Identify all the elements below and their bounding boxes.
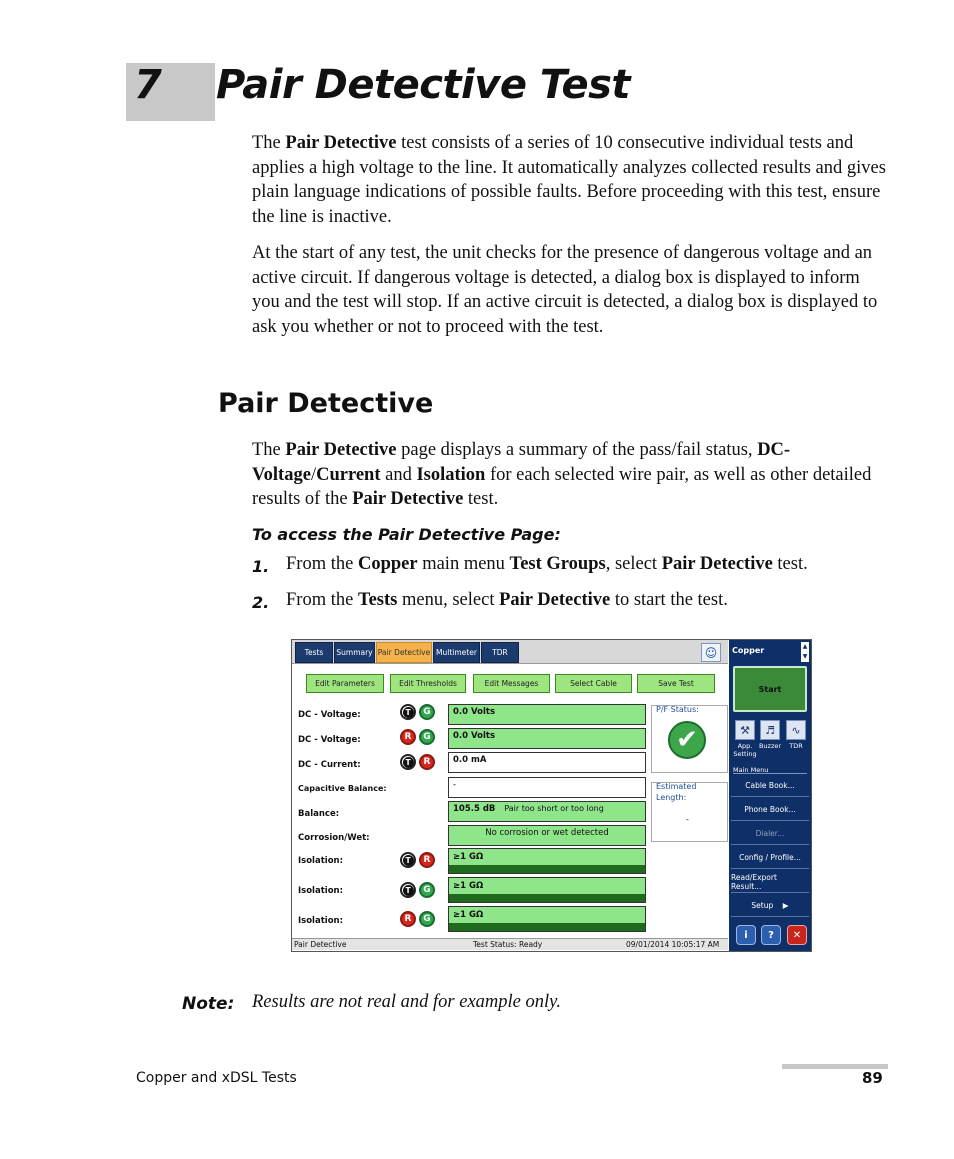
ring-icon: R: [400, 729, 416, 745]
info-icon[interactable]: i: [736, 925, 756, 945]
menu-config-profile[interactable]: Config / Profile...: [731, 847, 809, 869]
page-number: 89: [862, 1069, 883, 1087]
tab-multimeter[interactable]: Multimeter: [433, 642, 480, 663]
ground-icon: G: [419, 882, 435, 898]
isolation-tg-label: Isolation:: [298, 886, 343, 896]
side-panel: [729, 640, 811, 951]
menu-setup[interactable]: Setup ▶: [731, 895, 809, 917]
ground-icon: G: [419, 911, 435, 927]
dc-current-value: 0.0 mA: [448, 752, 646, 773]
step-2-number: 2.: [252, 593, 270, 612]
speaker-icon[interactable]: ♬: [760, 720, 780, 740]
section-paragraph: The Pair Detective page displays a summary of the pass/fail status, DC-Voltage/Current and Isolation for each selected wire pair, as well as other detailed results of the Pair Detective test.: [252, 440, 872, 510]
menu-read-export-result[interactable]: Read/Export Result...: [731, 871, 809, 893]
note-text: Results are not real and for example only.: [252, 992, 561, 1012]
close-icon[interactable]: ✕: [787, 925, 807, 945]
chapter-title: Pair Detective Test: [216, 62, 631, 108]
dc-voltage-rg-value: 0.0 Volts: [448, 728, 646, 749]
capacitive-balance-label: Capacitive Balance:: [298, 784, 387, 793]
pf-status-label: P/F Status:: [656, 705, 699, 714]
dc-voltage-rg-label: DC - Voltage:: [298, 735, 361, 745]
ring-icon: R: [419, 852, 435, 868]
status-timestamp: 09/01/2014 10:05:17 AM: [626, 940, 720, 949]
buzzer-label: Buzzer: [758, 742, 782, 750]
edit-thresholds-button[interactable]: Edit Thresholds: [390, 674, 466, 693]
app-setting-label: App. Setting: [733, 742, 757, 758]
edit-messages-button[interactable]: Edit Messages: [473, 674, 550, 693]
pass-check-icon: ✔: [668, 721, 706, 759]
tab-summary[interactable]: Summary: [334, 642, 375, 663]
dc-voltage-tg-value: 0.0 Volts: [448, 704, 646, 725]
tip-icon: T: [400, 754, 416, 770]
status-test: Test Status: Ready: [473, 940, 543, 949]
scroll-arrows-icon[interactable]: ▲ ▼: [802, 643, 808, 660]
step-2-text: From the Tests menu, select Pair Detective to start the test.: [286, 590, 728, 610]
isolation-rg-label: Isolation:: [298, 916, 343, 926]
edit-parameters-button[interactable]: Edit Parameters: [306, 674, 384, 693]
intro-paragraph-2: At the start of any test, the unit checks for the presence of dangerous voltage and an active circuit. If dangerous voltage is detected, a dialog box is displayed to inform you and the test will stop. If an active circuit is detected, a dialog box is displayed to ask you whether or not to proceed with the test.: [252, 243, 878, 337]
status-bar: [292, 938, 728, 950]
corrosion-wet-label: Corrosion/Wet:: [298, 833, 370, 843]
footer-title: Copper and xDSL Tests: [136, 1070, 297, 1086]
isolation-tr-value: ≥1 GΩ: [448, 848, 646, 874]
status-page: Pair Detective: [294, 940, 347, 949]
pair-detective-screenshot: [291, 639, 812, 952]
isolation-rg-value: ≥1 GΩ: [448, 906, 646, 932]
note-label: Note:: [182, 994, 235, 1014]
tip-icon: T: [400, 882, 416, 898]
chapter-number: 7: [134, 62, 162, 108]
balance-label: Balance:: [298, 809, 340, 819]
intro-paragraph-1: The Pair Detective test consists of a series of 10 consecutive individual tests and applies a high voltage to the line. It automatically analyzes collected results and gives plain language indications of possible faults. Before proceeding with this test, ensure the line is inactive.: [252, 133, 886, 227]
dc-current-label: DC - Current:: [298, 760, 361, 770]
save-test-button[interactable]: Save Test: [637, 674, 715, 693]
tdr-label: TDR: [789, 742, 803, 750]
ground-icon: G: [419, 729, 435, 745]
estimated-length-label: Estimated Length:: [656, 782, 697, 802]
balance-value: 105.5 dB Pair too short or too long: [448, 801, 646, 822]
procedure-title: To access the Pair Detective Page:: [252, 525, 561, 544]
section-heading: Pair Detective: [218, 388, 434, 419]
menu-cable-book[interactable]: Cable Book...: [731, 775, 809, 797]
ring-icon: R: [400, 911, 416, 927]
isolation-tg-value: ≥1 GΩ: [448, 877, 646, 903]
dc-voltage-tg-label: DC - Voltage:: [298, 710, 361, 720]
estimated-length-value: -: [686, 815, 689, 824]
step-1-text: From the Copper main menu Test Groups, select Pair Detective test.: [286, 554, 808, 574]
tab-pair-detective[interactable]: Pair Detective: [376, 642, 432, 663]
isolation-tr-label: Isolation:: [298, 856, 343, 866]
tab-tdr[interactable]: TDR: [481, 642, 519, 663]
tip-icon: T: [400, 852, 416, 868]
menu-phone-book[interactable]: Phone Book...: [731, 799, 809, 821]
side-title: Copper: [732, 646, 765, 655]
tab-bar: [292, 640, 728, 664]
ring-icon: R: [419, 754, 435, 770]
start-button[interactable]: Start: [733, 666, 807, 712]
graph-icon[interactable]: ∿: [786, 720, 806, 740]
help-person-icon[interactable]: ☺: [701, 643, 721, 662]
ground-icon: G: [419, 704, 435, 720]
wrench-icon[interactable]: ⚒: [735, 720, 755, 740]
tip-icon: T: [400, 704, 416, 720]
menu-dialer[interactable]: Dialer...: [731, 823, 809, 845]
main-menu-label: Main Menu: [733, 766, 807, 774]
question-icon[interactable]: ?: [761, 925, 781, 945]
capacitive-balance-value: -: [448, 777, 646, 798]
tab-tests[interactable]: Tests: [295, 642, 333, 663]
corrosion-wet-value: No corrosion or wet detected: [448, 825, 646, 846]
step-1-number: 1.: [252, 557, 270, 576]
select-cable-button[interactable]: Select Cable: [555, 674, 632, 693]
